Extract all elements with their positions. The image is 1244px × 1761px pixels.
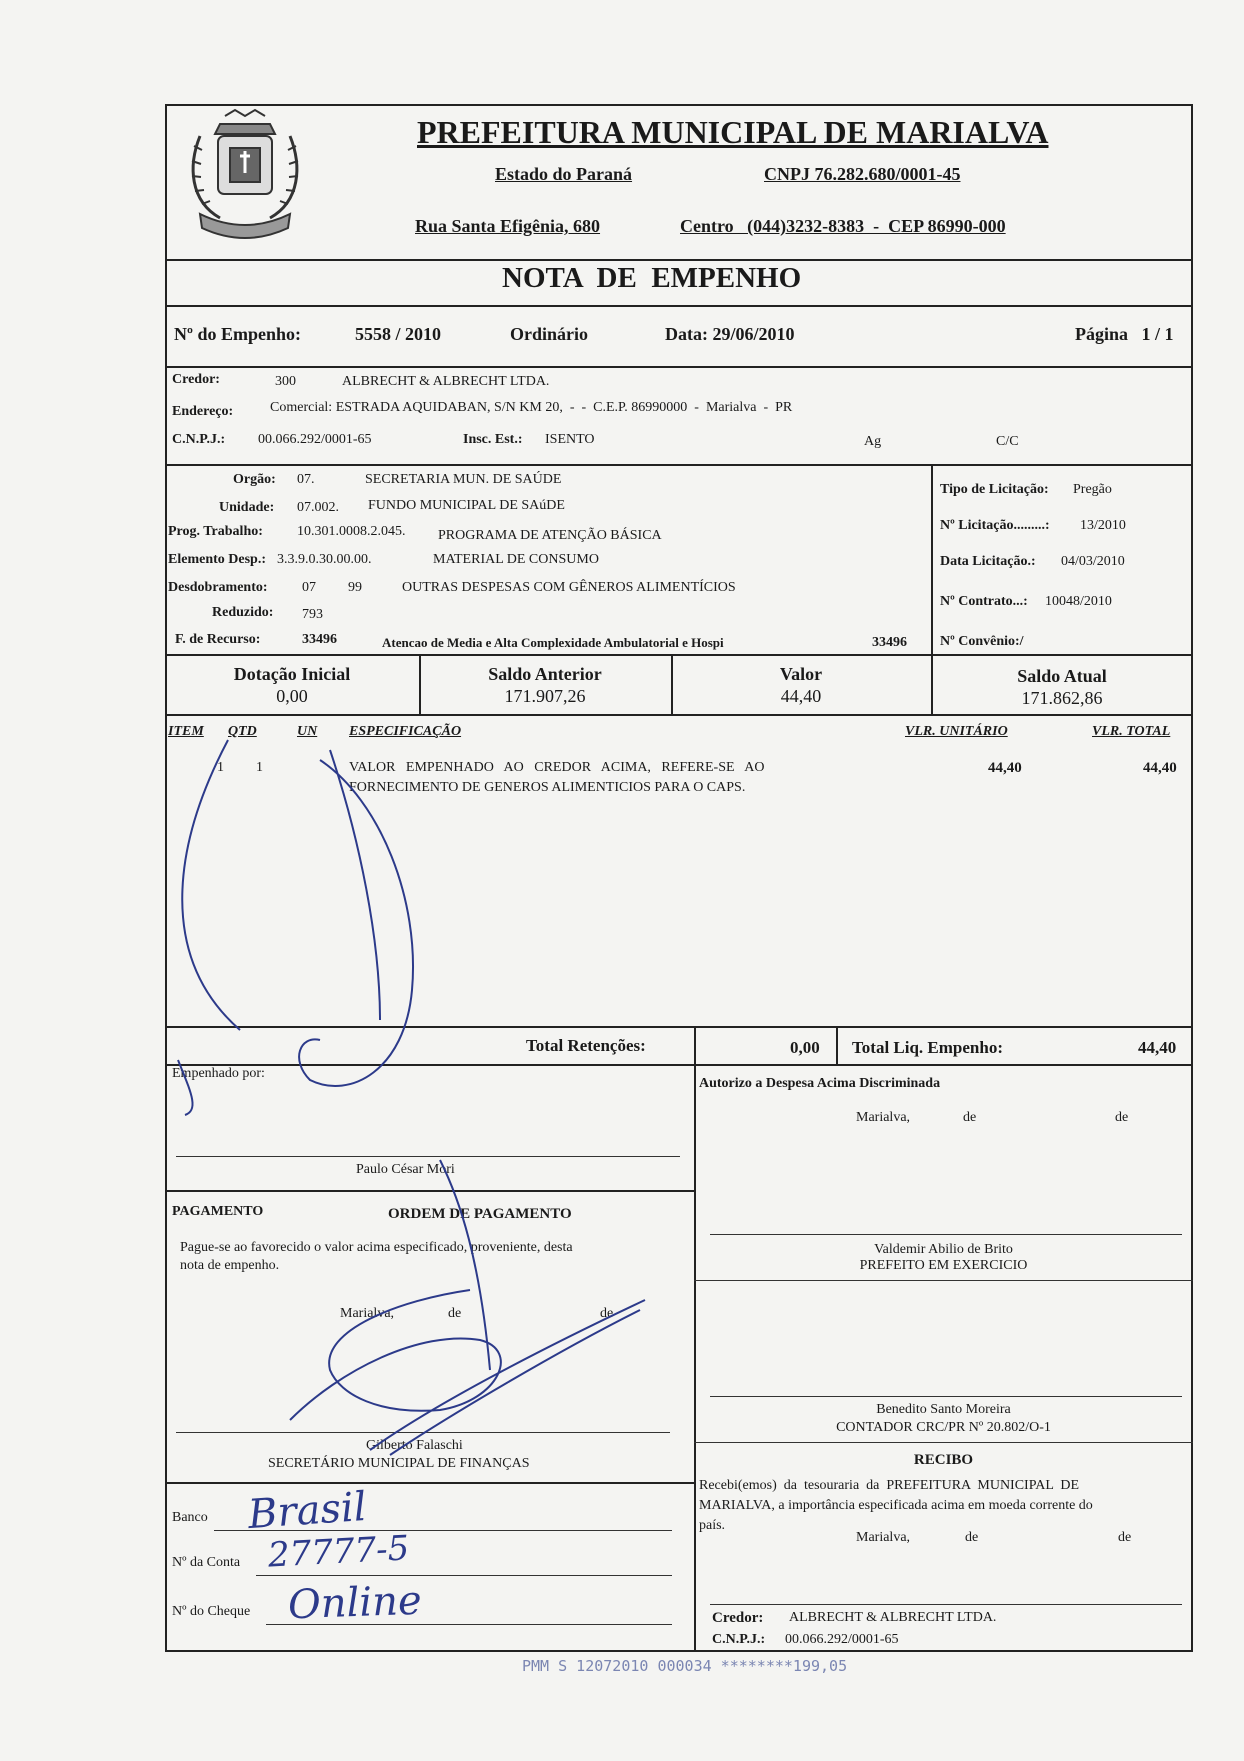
valor-value: 44,40 bbox=[780, 686, 822, 706]
retencoes-value: 0,00 bbox=[790, 1038, 820, 1057]
recibo-line2: MARIALVA, a importância especificada acima em moeda corrente do bbox=[699, 1498, 1093, 1513]
num-licitacao-value: 13/2010 bbox=[1080, 518, 1126, 533]
saldo-anterior-label: Saldo Anterior bbox=[488, 664, 602, 684]
num-licitacao-label: Nº Licitação.........: bbox=[940, 518, 1050, 533]
header-contact: Centro (044)3232-8383 - CEP 86990-000 bbox=[680, 216, 1006, 236]
document-title: NOTA DE EMPENHO bbox=[502, 262, 802, 294]
elem-label: Elemento Desp.: bbox=[168, 552, 266, 567]
empenho-type: Ordinário bbox=[510, 324, 589, 344]
col-item: ITEM bbox=[168, 724, 204, 739]
conta-handwritten: 27777-5 bbox=[267, 1528, 411, 1576]
col-un: UN bbox=[297, 724, 318, 739]
pagamento-de2: de bbox=[600, 1306, 614, 1321]
recibo-de1: de bbox=[965, 1530, 979, 1545]
secretario-title: SECRETÁRIO MUNICIPAL DE FINANÇAS bbox=[268, 1456, 530, 1471]
autorizo-place: Marialva, bbox=[856, 1110, 911, 1125]
unidade-label: Unidade: bbox=[219, 500, 275, 515]
insc-value: ISENTO bbox=[545, 432, 595, 447]
liq-empenho-label: Total Liq. Empenho: bbox=[852, 1038, 1003, 1057]
prog-label: Prog. Trabalho: bbox=[168, 524, 263, 539]
liq-empenho-value: 44,40 bbox=[1138, 1038, 1177, 1057]
pagamento-text-2: nota de empenho. bbox=[180, 1258, 280, 1273]
empenho-date: Data: 29/06/2010 bbox=[665, 324, 795, 344]
signature-stroke bbox=[330, 750, 380, 1020]
col-qtd: QTD bbox=[228, 724, 257, 739]
empenhado-name: Paulo César Mori bbox=[356, 1162, 455, 1177]
prog-code: 10.301.0008.2.045. bbox=[297, 524, 406, 539]
elem-code: 3.3.9.0.30.00.00. bbox=[277, 552, 372, 567]
cnpj-label: C.N.P.J.: bbox=[172, 432, 226, 447]
empenho-number: 5558 / 2010 bbox=[355, 324, 442, 344]
row-item: 1 bbox=[217, 760, 224, 775]
pagamento-de1: de bbox=[448, 1306, 462, 1321]
contrato-value: 10048/2010 bbox=[1045, 594, 1112, 609]
orgao-label: Orgão: bbox=[233, 472, 276, 487]
credor-name: ALBRECHT & ALBRECHT LTDA. bbox=[342, 374, 550, 389]
cheque-label: Nº do Cheque bbox=[172, 1604, 251, 1619]
prefeito-title: PREFEITO EM EXERCICIO bbox=[859, 1258, 1028, 1273]
recibo-cnpj-label: C.N.P.J.: bbox=[712, 1632, 766, 1647]
orgao-code: 07. bbox=[297, 472, 315, 487]
tipo-licitacao-value: Pregão bbox=[1073, 482, 1112, 497]
desd-code1: 07 bbox=[302, 580, 316, 595]
autorizo-title: Autorizo a Despesa Acima Discriminada bbox=[699, 1076, 941, 1091]
reduzido-value: 793 bbox=[302, 607, 323, 622]
saldo-anterior-value: 171.907,26 bbox=[504, 686, 586, 706]
unidade-code: 07.002. bbox=[297, 500, 339, 515]
data-licitacao-label: Data Licitação.: bbox=[940, 554, 1036, 569]
banco-handwritten: Brasil bbox=[246, 1483, 368, 1539]
credor-code: 300 bbox=[275, 374, 296, 389]
header-cnpj: CNPJ 76.282.680/0001-45 bbox=[764, 164, 961, 184]
cnpj-value: 00.066.292/0001-65 bbox=[258, 432, 372, 447]
desd-label: Desdobramento: bbox=[168, 580, 268, 595]
signature-stroke bbox=[178, 1060, 193, 1115]
empenho-number-label: Nº do Empenho: bbox=[174, 324, 301, 344]
page-number: Página 1 / 1 bbox=[1075, 324, 1174, 344]
secretario-name: Gilberto Falaschi bbox=[366, 1438, 463, 1453]
recurso-code: 33496 bbox=[302, 632, 337, 647]
header-address: Rua Santa Efigênia, 680 bbox=[415, 216, 601, 236]
signature-stroke bbox=[390, 1310, 640, 1455]
recibo-credor-label: Credor: bbox=[712, 1610, 764, 1626]
pagamento-text-1: Pague-se ao favorecido o valor acima especificado, proveniente, desta bbox=[180, 1240, 573, 1255]
prog-name: PROGRAMA DE ATENÇÃO BÁSICA bbox=[438, 528, 662, 543]
row-qtd: 1 bbox=[256, 760, 263, 775]
unidade-name: FUNDO MUNICIPAL DE SAúDE bbox=[368, 498, 565, 513]
elem-name: MATERIAL DE CONSUMO bbox=[433, 552, 599, 567]
convenio-label: Nº Convênio:/ bbox=[940, 634, 1024, 649]
signature-stroke bbox=[370, 1300, 645, 1450]
credor-label: Credor: bbox=[172, 372, 220, 387]
recibo-line3: país. bbox=[699, 1518, 726, 1533]
recurso-name: Atencao de Media e Alta Complexidade Ambulatorial e Hospi bbox=[382, 635, 724, 650]
row-spec-line2: FORNECIMENTO DE GENEROS ALIMENTICIOS PARA O CAPS. bbox=[349, 780, 746, 795]
signature-stroke bbox=[299, 760, 413, 1086]
col-vlr-total: VLR. TOTAL bbox=[1092, 724, 1171, 739]
signature-stroke bbox=[182, 740, 240, 1030]
signature-stroke bbox=[290, 1290, 501, 1420]
insc-label: Insc. Est.: bbox=[463, 432, 523, 447]
recibo-place: Marialva, bbox=[856, 1530, 911, 1545]
contrato-label: Nº Contrato...: bbox=[940, 594, 1028, 609]
dotacao-label: Dotação Inicial bbox=[233, 664, 351, 684]
cheque-handwritten: Online bbox=[287, 1577, 423, 1629]
recibo-credor-value: ALBRECHT & ALBRECHT LTDA. bbox=[789, 1610, 997, 1625]
saldo-atual-value: 171.862,86 bbox=[1021, 688, 1103, 708]
contador-title: CONTADOR CRC/PR Nº 20.802/O-1 bbox=[836, 1420, 1051, 1435]
pagamento-place: Marialva, bbox=[340, 1306, 395, 1321]
valor-label: Valor bbox=[779, 664, 823, 684]
tipo-licitacao-label: Tipo de Licitação: bbox=[940, 482, 1049, 497]
header-title: PREFEITURA MUNICIPAL DE MARIALVA bbox=[417, 114, 1049, 150]
recurso-code2: 33496 bbox=[872, 635, 907, 650]
row-spec-line1: VALOR EMPENHADO AO CREDOR ACIMA, REFERE-SE AO bbox=[349, 760, 765, 775]
ordem-pagamento-title: ORDEM DE PAGAMENTO bbox=[388, 1206, 572, 1222]
cc-label: C/C bbox=[996, 434, 1019, 449]
pagamento-label: PAGAMENTO bbox=[172, 1204, 264, 1219]
autorizo-de1: de bbox=[963, 1110, 977, 1125]
banco-label: Banco bbox=[172, 1510, 208, 1525]
recibo-cnpj-value: 00.066.292/0001-65 bbox=[785, 1632, 899, 1647]
recurso-label: F. de Recurso: bbox=[175, 632, 261, 647]
retencoes-label: Total Retenções: bbox=[526, 1036, 646, 1055]
empenhado-label: Empenhado por: bbox=[172, 1066, 265, 1081]
conta-label: Nº da Conta bbox=[172, 1555, 241, 1570]
col-especificacao: ESPECIFICAÇÃO bbox=[349, 724, 462, 739]
recibo-title: RECIBO bbox=[913, 1452, 974, 1468]
recibo-de2: de bbox=[1118, 1530, 1132, 1545]
recibo-line1: Recebi(emos) da tesouraria da PREFEITURA MUNICIPAL DE bbox=[699, 1478, 1080, 1493]
stamp-code: PMM S 12072010 000034 ********199,05 bbox=[522, 1657, 848, 1675]
endereco-value: Comercial: ESTRADA AQUIDABAN, S/N KM 20, - - C.E.P. 86990000 - Marialva - PR bbox=[270, 400, 793, 415]
dotacao-value: 0,00 bbox=[276, 686, 308, 706]
header-state: Estado do Paraná bbox=[495, 164, 633, 184]
orgao-name: SECRETARIA MUN. DE SAÚDE bbox=[365, 472, 562, 487]
saldo-atual-label: Saldo Atual bbox=[1017, 666, 1107, 686]
desd-code2: 99 bbox=[348, 580, 362, 595]
desd-name: OUTRAS DESPESAS COM GÊNEROS ALIMENTÍCIOS bbox=[402, 580, 736, 595]
data-licitacao-value: 04/03/2010 bbox=[1061, 554, 1125, 569]
endereco-label: Endereço: bbox=[172, 404, 234, 419]
reduzido-label: Reduzido: bbox=[212, 605, 274, 620]
autorizo-de2: de bbox=[1115, 1110, 1129, 1125]
prefeito-name: Valdemir Abilio de Brito bbox=[874, 1242, 1013, 1257]
contador-name: Benedito Santo Moreira bbox=[876, 1402, 1011, 1417]
col-vlr-unitario: VLR. UNITÁRIO bbox=[905, 724, 1008, 739]
ag-label: Ag bbox=[864, 434, 882, 449]
row-vlr-total: 44,40 bbox=[1143, 760, 1177, 776]
row-vlr-unitario: 44,40 bbox=[988, 760, 1022, 776]
